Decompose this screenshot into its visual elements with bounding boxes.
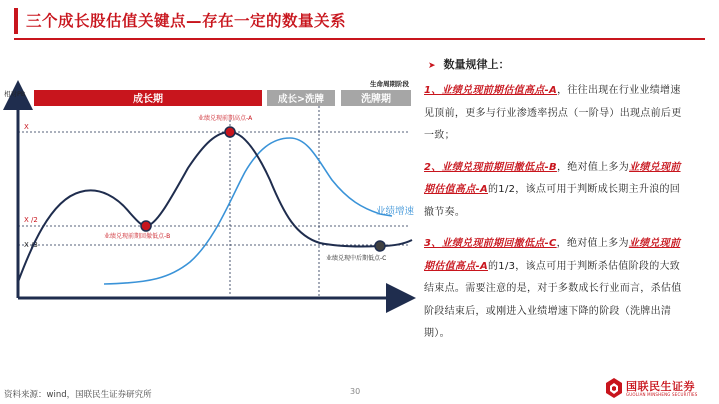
ytick-x-half: X /2 — [24, 216, 38, 224]
ytick-x: X — [24, 123, 29, 131]
phase-label-shakeout: 洗牌期 — [361, 94, 391, 105]
point-a-marker — [225, 127, 235, 137]
title-underline — [14, 38, 705, 40]
series-growth-label: 业绩增速 — [376, 206, 415, 217]
source-note: 资料来源：wind，国联民生证券研究所 — [4, 390, 152, 400]
series-growth-line — [104, 138, 392, 284]
logo-text-en: GUOLIAN MINSHENG SECURITIES — [626, 392, 698, 397]
logo-mark-icon — [604, 377, 624, 399]
note-point-a: 1、业绩兑现前期估值高点-A，往往出现在行业业绩增速见顶前，更多与行业渗透率拐点（一阶导）出现点前后更一致； — [424, 85, 682, 141]
point-b-marker — [141, 221, 151, 231]
notes-panel — [424, 56, 686, 355]
valuation-chart — [0, 50, 420, 380]
point-a-label: 业绩兑现前期高点-A — [198, 115, 253, 122]
ytick-x-third: X /3 — [24, 241, 38, 249]
phase-label-transition: 成长>洗牌 — [278, 94, 324, 105]
point-b-label: 业绩兑现前期回撤低点-B — [104, 233, 171, 240]
y-axis-label: 相对PB — [4, 90, 26, 98]
note-point-b: 2、业绩兑现前期回撤低点-B，绝对值上多为业绩兑现前期估值高点-A的1/2，该点可用于判断成长期主升浪的回撤节奏。 — [424, 161, 681, 218]
page-title: 三个成长股估值关键点—存在一定的数量关系 — [26, 12, 347, 30]
point-c-marker — [375, 241, 385, 251]
logo-text-cn: 国联民生证券 — [626, 380, 695, 393]
phase-label-growth: 成长期 — [133, 94, 163, 105]
bullet-arrow-icon: ➤ — [428, 61, 436, 71]
company-logo — [604, 374, 712, 402]
phases-title: 生命周期阶段 — [370, 80, 409, 88]
note-point-c: 3、业绩兑现前期回撤低点-C，绝对值上多为业绩兑现前期估值高点-A的1/3，该点可用于判断杀估值阶段的大致结束点。需要注意的是，对于多数成长行业而言，杀估值阶段结束后，或刚进入业绩增速下降的阶段（洗牌出清期）。 — [424, 238, 682, 339]
page-number: 30 — [350, 387, 361, 396]
point-c-label: 业绩兑现中后期低点-C — [326, 255, 387, 262]
notes-heading: ➤ 数量规律上： — [428, 58, 510, 71]
title-accent-bar — [14, 8, 18, 34]
